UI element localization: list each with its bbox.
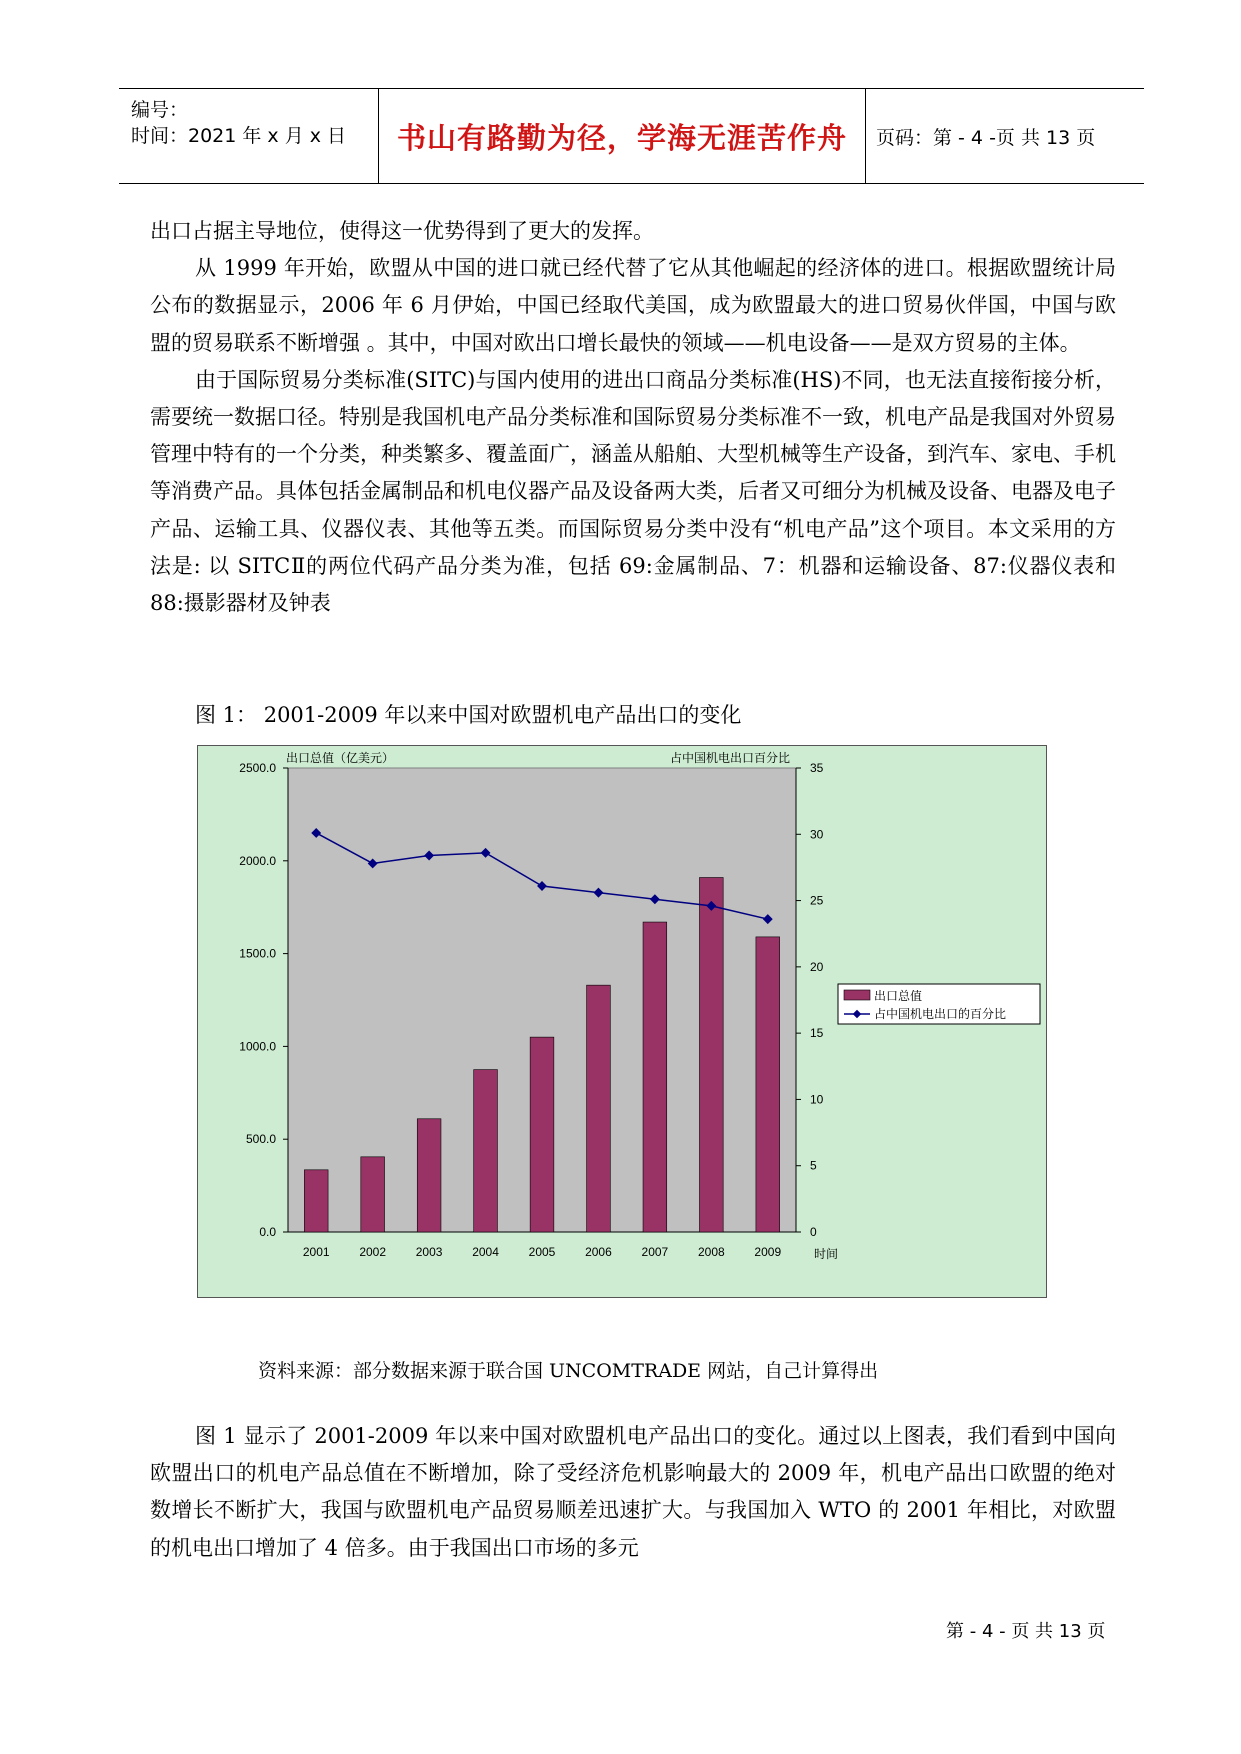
y-tick-label-left: 2000.0 (239, 853, 276, 868)
bar-2008 (699, 878, 723, 1232)
doc-number-label: 编号： (131, 99, 189, 121)
y-axis-title-right: 占中国机电出口百分比 (669, 751, 790, 765)
page-header (119, 88, 1144, 184)
y-tick-label-right: 0 (810, 1225, 817, 1239)
y-tick-label-left: 1000.0 (239, 1039, 276, 1054)
bar-2001 (304, 1170, 328, 1232)
y-tick-label-right: 35 (810, 761, 824, 775)
bar-2005 (530, 1037, 554, 1232)
paragraph-3: 由于国际贸易分类标准(SITC)与国内使用的进出口商品分类标准(HS)不同，也无法直接衔接分析，需要统一数据口径。特别是我国机电产品分类标准和国际贸易分类标准不一致，机电产品是我国对外贸易管理中特有的一个分类，种类繁多、覆盖面广，涵盖从船舶、大型机械等生产设备，到汽车、家电、手机等消费产品。具体包括金属制品和机电仪器产品及设备两大类，后者又可细分为机械及设备、电器及电子产品、运输工具、仪器仪表、其他等五类。而国际贸易分类中没有“机电产品”这个项目。本文采用的方法是: 以 SITCⅡ的两位代码产品分类为准，包括 69:金属制品、7：机器和运输设备、87:仪器仪表和 88:摄影器材及钟表 (150, 367, 1116, 616)
bar-2007 (643, 922, 667, 1232)
figure-caption: 图 1： 2001-2009 年以来中国对欧盟机电产品出口的变化 (195, 703, 742, 727)
y-tick-label-right: 20 (810, 959, 824, 974)
y-tick-label-left: 0.0 (259, 1225, 276, 1239)
x-tick-label: 2009 (754, 1245, 782, 1259)
data-source-note: 资料来源：部分数据来源于联合国 UNCOMTRADE 网站，自己计算得出 (258, 1360, 879, 1382)
header-motto: 书山有路勤为径，学海无涯苦作舟 (378, 89, 866, 183)
bar-2004 (474, 1070, 498, 1232)
x-tick-label: 2007 (641, 1245, 669, 1259)
legend-line-label: 占中国机电出口的百分比 (874, 1007, 1007, 1021)
y-tick-label-left: 2500.0 (239, 761, 276, 775)
y-tick-label-right: 5 (810, 1158, 817, 1173)
export-chart (198, 746, 1046, 1297)
y-tick-label-left: 1500.0 (239, 946, 276, 961)
x-tick-label: 2001 (302, 1245, 330, 1259)
chart-container (197, 745, 1047, 1298)
bar-2009 (756, 937, 780, 1232)
header-meta (119, 89, 378, 183)
bar-2002 (361, 1157, 385, 1232)
x-tick-label: 2005 (528, 1245, 556, 1259)
y-tick-label-right: 15 (810, 1026, 824, 1041)
x-tick-label: 2008 (697, 1245, 725, 1259)
y-axis-title-left: 出口总值（亿美元） (286, 751, 395, 765)
body-text-bottom (150, 1418, 1116, 1567)
page-footer: 第 - 4 - 页 共 13 页 (946, 1621, 1106, 1642)
paragraph-4: 图 1 显示了 2001-2009 年以来中国对欧盟机电产品出口的变化。通过以上图表，我们看到中国向欧盟出口的机电产品总值在不断增加，除了受经济危机影响最大的 2009 年，机电产品出口欧盟的绝对数增长不断扩大，我国与欧盟机电产品贸易顺差迅速扩大。与我国加入 WTO 的 2001 年相比，对欧盟的机电出口增加了 4 倍多。由于我国出口市场的多元 (150, 1424, 1116, 1560)
y-tick-label-right: 30 (810, 827, 824, 842)
y-tick-label-right: 25 (810, 893, 824, 908)
legend-bar-label: 出口总值 (874, 989, 923, 1003)
x-tick-label: 2003 (415, 1245, 443, 1259)
paragraph-2: 从 1999 年开始，欧盟从中国的进口就已经代替了它从其他崛起的经济体的进口。根据欧盟统计局公布的数据显示，2006 年 6 月伊始，中国已经取代美国，成为欧盟最大的进口贸易伙伴国，中国与欧盟的贸易联系不断增强 。其中，中国对欧出口增长最快的领域——机电设备——是双方贸易的主体。 (150, 256, 1116, 355)
header-page-label: 页码：第 - 4 -页 共 13 页 (876, 126, 1096, 149)
bar-2003 (417, 1119, 441, 1232)
legend-bar-swatch (844, 990, 870, 1000)
y-tick-label-left: 500.0 (245, 1132, 276, 1147)
paragraph-1: 出口占据主导地位，使得这一优势得到了更大的发挥。 (150, 219, 654, 243)
x-tick-label: 2006 (585, 1245, 612, 1259)
doc-time-label: 时间：2021 年 x 月 x 日 (131, 125, 347, 147)
y-tick-label-right: 10 (810, 1092, 824, 1107)
body-text-top (150, 213, 1116, 622)
x-axis-title: 时间 (814, 1247, 839, 1261)
bar-2006 (587, 985, 611, 1232)
x-tick-label: 2004 (472, 1245, 499, 1259)
x-tick-label: 2002 (359, 1245, 387, 1259)
